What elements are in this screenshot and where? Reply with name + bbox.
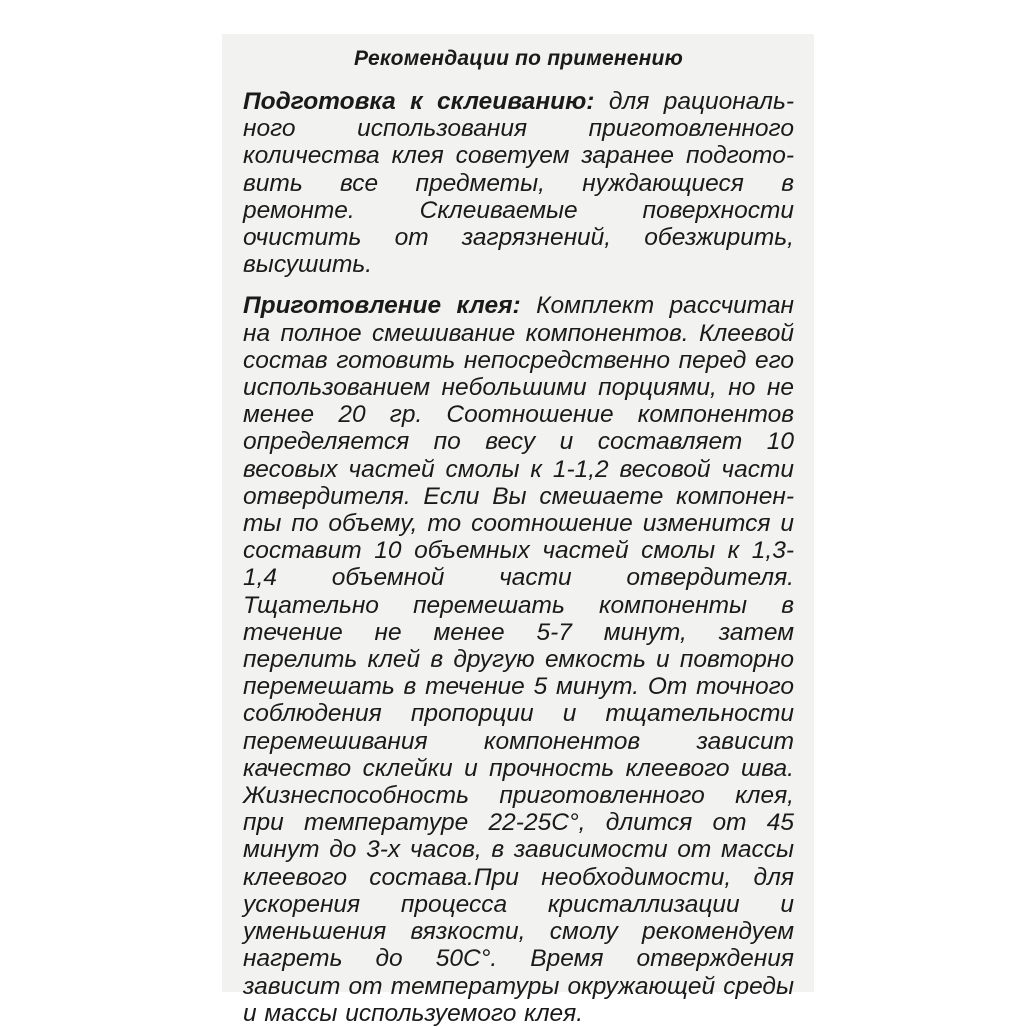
section-text-preparation: для рационального использования приготовленного количества клея советуем заранее подготовить все предметы, нуждающиеся в ремонте. Склеиваемые поверхности очистить от загрязнений, обезжирить, высушить. — [243, 88, 795, 279]
section-text-glue-mixing: Комплект рассчитан на полное смешивание компонентов. Клеевой состав готовить непосредственно перед его использованием небольшими порциями, но не менее 20 гр. Соотношение компонентов определяется по весу и составляет 10 весовых частей смолы к 1-1,2 весовой части отвердителя. Если Вы смешаете компоненты по объему, то соотношение изменится и составит 10 объемных частей смолы к 1,3-1,4 объемной части отвердителя. Тщательно перемешать компоненты в течение не менее 5-7 минут, затем перелить клей в другую емкость и повторно перемешать в течение 5 минут. От точного соблюдения пропорции и тщательности перемешивания компонентов зависит качество склейки и прочность клеевого шва. Жизнеспособность приготовленного клея, при температуре 22-25С°, длится от 45 минут до 3-х часов, в зависимости от массы клеевого состава.При необходимости, для ускорения процесса кристаллизации и уменьшения вязкости, смолу рекомендуем нагреть до 50С°. Время отверждения зависит от температуры окружающей среды и массы используемого клея. — [243, 292, 795, 1027]
section-heading-preparation: Подготовка к склеиванию: — [243, 88, 595, 115]
document-title: Рекомендации по применению — [354, 47, 683, 70]
section-glue-mixing — [243, 292, 794, 1026]
section-heading-glue-mixing: Приготовление клея: — [243, 292, 521, 320]
section-preparation — [243, 88, 794, 278]
instruction-leaflet — [222, 34, 814, 1027]
